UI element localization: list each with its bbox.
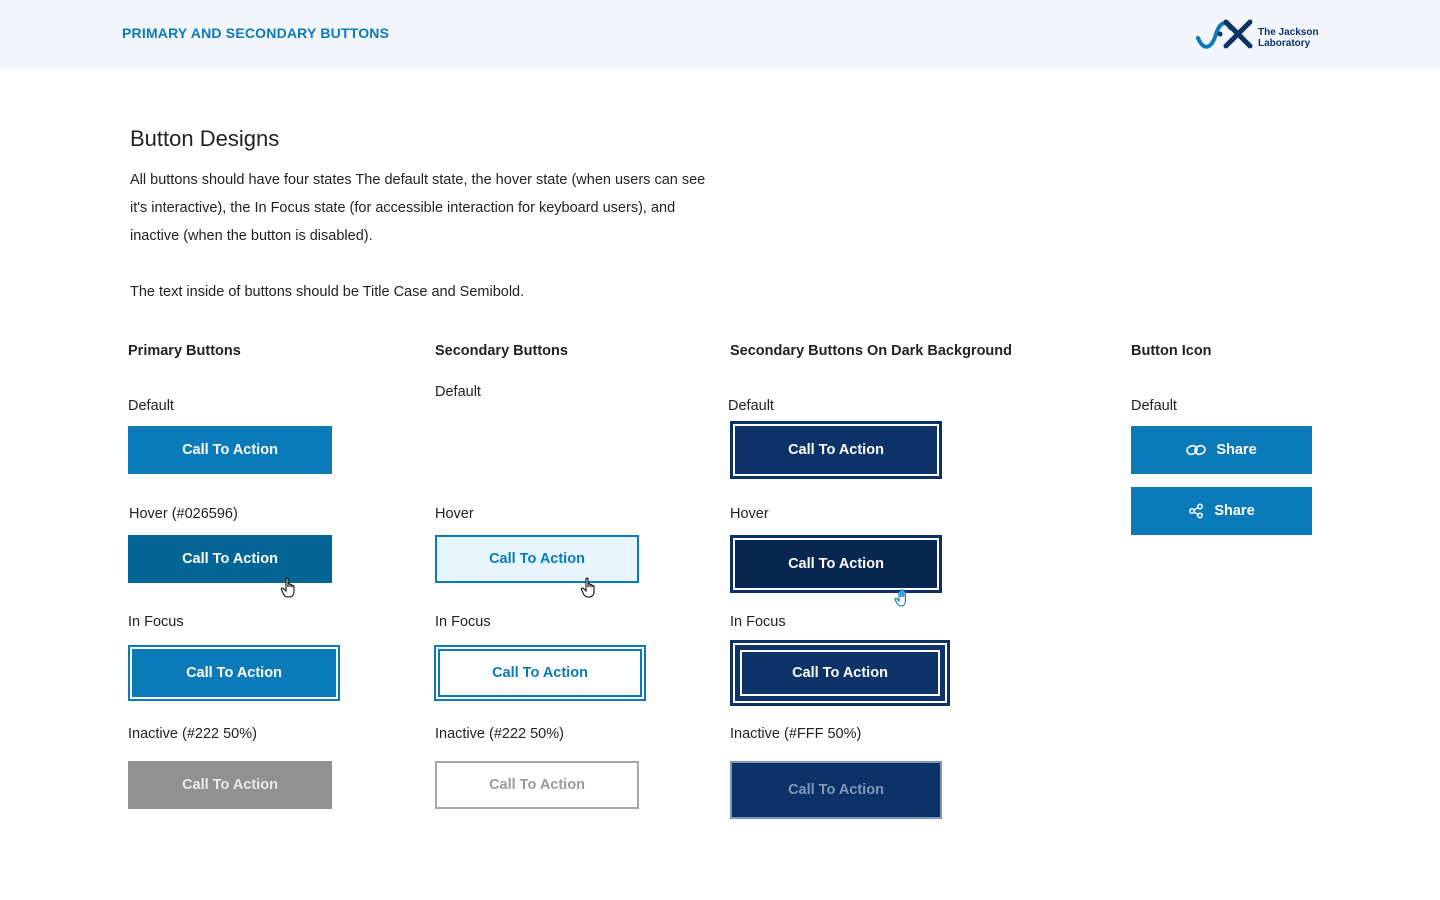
hand-cursor-icon bbox=[580, 577, 598, 599]
secondary-inactive-label: Inactive (#222 50%) bbox=[435, 726, 564, 742]
page-heading: Button Designs bbox=[130, 126, 280, 151]
secondary-buttons-title: Secondary Buttons bbox=[435, 343, 568, 359]
secondary-default-label: Default bbox=[435, 384, 481, 400]
secondary-focus-label: In Focus bbox=[435, 614, 491, 630]
primary-inactive-label: Inactive (#222 50%) bbox=[128, 726, 257, 742]
secondary-hover-button[interactable]: Call To Action bbox=[435, 535, 639, 583]
share-nodes-button[interactable] bbox=[1131, 487, 1312, 535]
secondary-focus-button[interactable]: Call To Action bbox=[438, 649, 642, 697]
secondary-focus-ring bbox=[434, 645, 646, 701]
share-icon bbox=[1188, 503, 1204, 519]
top-bar bbox=[0, 0, 1440, 69]
icon-default-label: Default bbox=[1131, 398, 1177, 414]
dark-inactive-button: Call To Action bbox=[730, 761, 942, 819]
primary-focus-label: In Focus bbox=[128, 614, 184, 630]
primary-buttons-title: Primary Buttons bbox=[128, 343, 241, 359]
primary-inactive-button: Call To Action bbox=[128, 761, 332, 809]
dark-inactive-label: Inactive (#FFF 50%) bbox=[730, 726, 862, 742]
dark-hover-button[interactable]: Call To Action bbox=[730, 535, 942, 593]
dark-buttons-title: Secondary Buttons On Dark Background bbox=[730, 343, 1012, 359]
jackson-laboratory-logo[interactable] bbox=[1196, 18, 1320, 50]
primary-default-label: Default bbox=[128, 398, 174, 414]
primary-focus-button[interactable]: Call To Action bbox=[132, 649, 336, 697]
link-icon bbox=[1186, 443, 1206, 457]
dark-default-label: Default bbox=[728, 398, 774, 414]
intro-paragraph: All buttons should have four states The default state, the hover state (when users can see it's interactive), the In Focus state (for accessible interaction for keyboard users), and inactive (when the button is disabled). bbox=[130, 172, 706, 244]
hand-cursor-icon bbox=[280, 577, 298, 599]
secondary-inactive-button: Call To Action bbox=[435, 761, 639, 809]
share-link-label: Share bbox=[1216, 442, 1257, 458]
logo-line-1: The Jackson bbox=[1258, 27, 1319, 38]
dark-focus-button[interactable]: Call To Action bbox=[737, 647, 943, 699]
primary-default-button[interactable]: Call To Action bbox=[128, 426, 332, 474]
title-case-note: The text inside of buttons should be Title Case and Semibold. bbox=[130, 284, 525, 300]
primary-hover-label: Hover (#026596) bbox=[129, 506, 238, 522]
open-hand-cursor-icon bbox=[894, 588, 912, 610]
primary-focus-ring bbox=[128, 645, 340, 701]
dark-focus-label: In Focus bbox=[730, 614, 786, 630]
logo-text bbox=[1258, 27, 1319, 49]
jax-logo-mark-icon bbox=[1196, 18, 1256, 50]
dark-hover-label: Hover bbox=[730, 506, 769, 522]
dark-focus-ring bbox=[730, 640, 950, 706]
share-nodes-label: Share bbox=[1214, 503, 1255, 519]
primary-hover-button[interactable]: Call To Action bbox=[128, 535, 332, 583]
button-icon-title: Button Icon bbox=[1131, 343, 1212, 359]
secondary-hover-label: Hover bbox=[435, 506, 474, 522]
logo-line-2: Laboratory bbox=[1258, 38, 1311, 49]
dark-default-button[interactable]: Call To Action bbox=[730, 421, 942, 479]
page-section-title: PRIMARY AND SECONDARY BUTTONS bbox=[122, 25, 390, 41]
share-link-button[interactable] bbox=[1131, 426, 1312, 474]
